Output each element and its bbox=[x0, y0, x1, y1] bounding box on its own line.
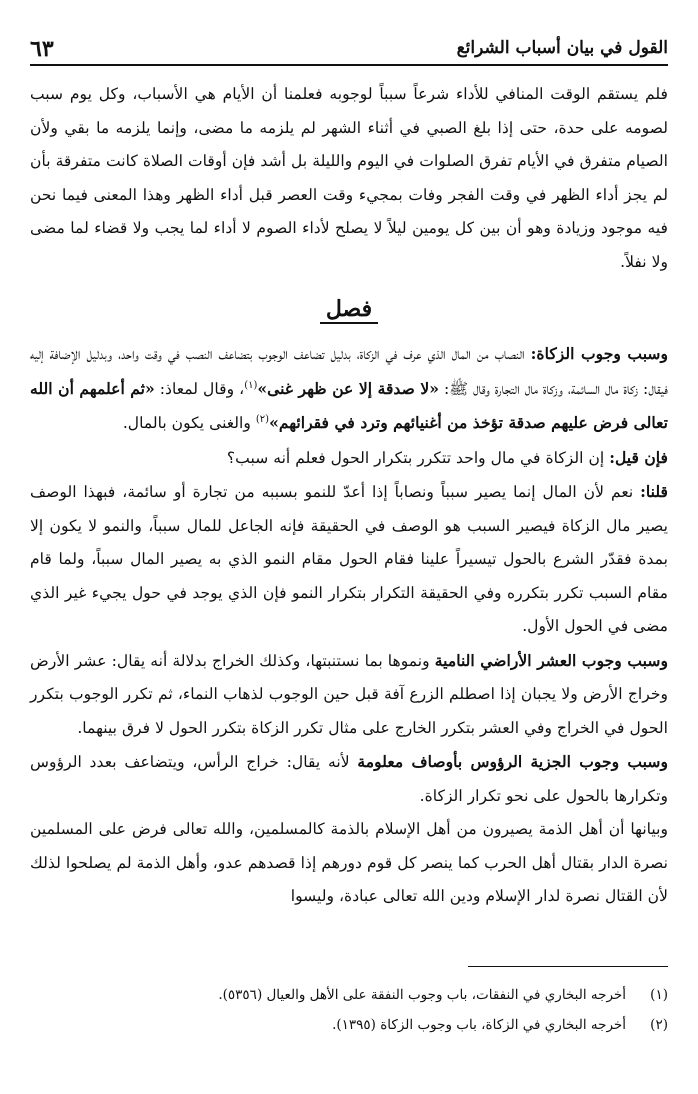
section-heading bbox=[30, 289, 668, 329]
paragraph-5 bbox=[30, 644, 668, 746]
footnote-number: (١) bbox=[650, 987, 668, 1003]
footnote bbox=[30, 1010, 668, 1040]
paragraph-5-lead: وسبب وجوب العشر الأراضي النامية bbox=[434, 650, 668, 670]
paragraph-7: وبيانها أن أهل الذمة يصيرون من أهل الإسلام بالذمة كالمسلمين، والله تعالى فرض على المسلمين نصرة الدار بقتال أهل الحرب كما ينصر كل قوم دورهم إذا قصدهم عدو، وأهل الذمة لم يصلحوا لذلك لأن القتال نصرة لدار الإسلام ودين الله تعالى عبادة، وليسوا bbox=[30, 820, 668, 905]
running-title: القول في بيان أسباب الشرائع bbox=[456, 38, 668, 58]
paragraph-6 bbox=[30, 745, 668, 813]
hadith-quote-1: «لا صدقة إلا عن ظهر غنى» bbox=[257, 378, 439, 398]
paragraph-6-lead: وسبب وجوب الجزية الرؤوس بأوصاف معلومة bbox=[357, 752, 668, 771]
footnote-number: (٢) bbox=[650, 1017, 668, 1033]
page-number: ٦٣ bbox=[30, 36, 54, 62]
paragraph-4-text: نعم لأن المال إنما يصير سبباً ونصاباً إذا أعدّ للنمو بسببه من تجارة أو سائمة، فبهذا الوصف يصير مال الزكاة فيصير السبب هو الوصف في الحقيقة فإنه الجاعل للمال سبباً، والنمو لا يكون إلا بمدة فقدّر الشرع بالحول تيسيراً علينا فقام الحول مقام النمو الذي به يصير المال سبباً، ولما قام مقام السبب تكرر بتكرره وفي الحقيقة التكرار بتكرار النمو فإن الذي يوجد في حول يجيء غير الذي مضى في الحول الأول. bbox=[30, 483, 668, 635]
main-text bbox=[30, 78, 668, 914]
paragraph-4 bbox=[30, 475, 668, 644]
paragraph-5-text: ونموها بما نستنبتها، وكذلك الخراج بدلالة أنه يقال: عشر الأرض وخراج الأرض ولا يجبان إذا اصطلم الزرع آفة قبل حين الوجوب لذهاب النماء، ثم تكرر الوجوب بتكرر الحول في الخراج وفي العشر بتكرر الخارج على مثال تكرر الزكاة بتكرر الحول لا فرق بينهما. bbox=[30, 651, 668, 737]
paragraph-3-lead: فإن قيل: bbox=[609, 447, 668, 467]
footnote-text: أخرجه البخاري في النفقات، باب وجوب النفقة على الأهل والعيال (٥٣٥٦). bbox=[218, 987, 626, 1003]
footnote-ref-1: (١) bbox=[244, 379, 258, 391]
footnote-text: أخرجه البخاري في الزكاة، باب وجوب الزكاة (١٣٩٥). bbox=[332, 1017, 626, 1033]
footnote-divider bbox=[468, 966, 668, 967]
paragraph-3 bbox=[30, 441, 668, 476]
paragraph-1: فلم يستقم الوقت المنافي للأداء شرعاً سبباً لوجوبه فعلمنا أن الأيام هي الأسباب، وكل يوم سبب لصومه على حدة، حتى إذا بلغ الصبي في أثناء الشهر لم يلزمه ما مضى، وإنما يلزمه ما بقي ولأن الصيام متفرق في الأيام تفرق الصلوات في اليوم والليلة بل أشد فإن أوقات الصلاة كانت متفرقة بأن لم يجز أداء الظهر في وقت الفجر وفات بمجيء وقت العصر قبل أداء الظهر وهذا المعنى فيما نحن فيه موجود وزيادة وهو أن بين كل يومين ليلاً لا يصلح لأداء الصوم لا أداء لما يجب ولا قضاء لما مضى ولا نفلاً. bbox=[30, 85, 668, 271]
paragraph-6-text: لأنه يقال: خراج الرأس، ويتضاعف بعدد الرؤوس وتكرارها بالحول على نحو تكرار الزكاة. bbox=[30, 753, 668, 805]
page-header bbox=[30, 22, 668, 66]
paragraph-3-text: إن الزكاة في مال واحد تتكرر بتكرار الحول فعلم أنه سبب؟ bbox=[226, 448, 610, 467]
footnote-ref-2: (٢) bbox=[255, 413, 270, 425]
section-heading-text: فصل bbox=[320, 296, 378, 324]
paragraph-2-text-b: ، وقال لمعاذ: bbox=[154, 379, 245, 398]
footnote bbox=[30, 980, 668, 1010]
footnotes bbox=[30, 980, 668, 1040]
paragraph-4-lead: قلنا: bbox=[640, 482, 668, 501]
paragraph-2-text-c: والغنى يكون بالمال. bbox=[122, 414, 256, 432]
hadith-quote-2: «ثم أعلمهم أن الله تعالى فرض عليهم صدقة تؤخذ من أغنيائهم وترد في فقرائهم» bbox=[30, 378, 668, 432]
paragraph-2-lead: وسبب وجوب الزكاة: bbox=[530, 344, 669, 363]
paragraph-2-text-a: النصاب من المال الذي عرف في الزكاة، بدليل تضاعف الوجوب بتضاعف النصب في وقت واحد، وبدليل الإضافة إليه فيقال: زكاة مال السائمة، وزكاة مال التجارة وقال ﷺ: bbox=[30, 345, 668, 398]
paragraph-2 bbox=[30, 337, 668, 441]
